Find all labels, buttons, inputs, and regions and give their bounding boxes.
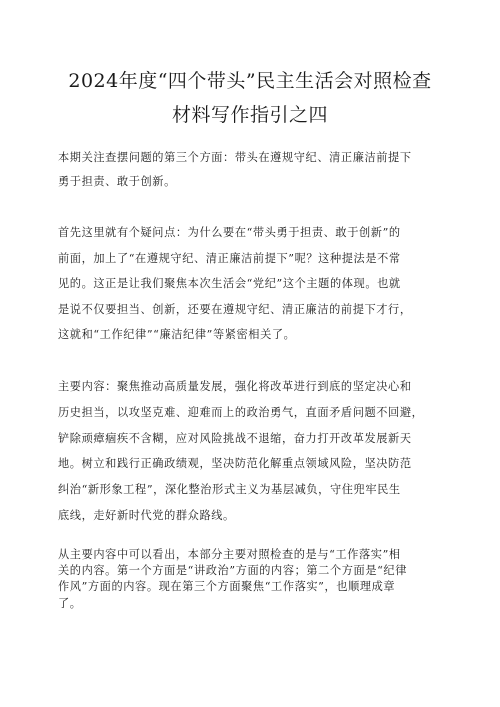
paragraph-line: 本期关注查摆问题的第三个方面：带头在遵规守纪、清正廉洁前提下 <box>58 151 412 164</box>
paragraph-main-content <box>58 374 450 529</box>
paragraph-line: 底线，走好新时代党的群众路线。 <box>58 508 235 522</box>
paragraph-question <box>58 220 450 348</box>
paragraph-line: 这就和“工作纪律”“廉洁纪律”等紧密相关了。 <box>58 328 296 341</box>
paragraph-line: 从主要内容中可以看出，本部分主要对照检查的是与“工作落实”相 <box>58 548 401 561</box>
paragraph-focus <box>58 146 450 194</box>
document-title-line-2: 材料写作指引之四 <box>171 104 328 126</box>
paragraph-line: 了。 <box>58 596 82 610</box>
document-title-line-1: 2024年度“四个带头”民主生活会对照检查 <box>68 70 432 92</box>
paragraph-line: 地。树立和践行正确政绩观，坚决防范化解重点领域风险，坚决防范 <box>58 457 412 471</box>
paragraph-line: 作风”方面的内容。现在第三个方面聚焦“工作落实”，也顺理成章 <box>58 580 396 594</box>
paragraph-summary <box>58 547 450 612</box>
paragraph-line: 关的内容。第一个方面是“讲政治”方面的内容；第二个方面是“纪律 <box>58 564 408 578</box>
paragraph-line: 主要内容：聚焦推动高质量发展，强化将改革进行到底的坚定决心和 <box>58 380 412 393</box>
paragraph-line: 铲除顽瘴痼疾不含糊，应对风险挑战不退缩，奋力打开改革发展新天 <box>58 431 412 445</box>
paragraph-line: 首先这里就有个疑问点：为什么要在“带头勇于担责、敢于创新”的 <box>58 226 401 239</box>
paragraph-line: 勇于担责、敢于创新。 <box>58 175 176 188</box>
paragraph-line: 前面，加上了“在遵规守纪、清正廉洁前提下”呢？这种提法是不常 <box>58 251 401 265</box>
paragraph-line: 是说不仅要担当、创新，还要在遵规守纪、清正廉洁的前提下才行， <box>58 302 412 316</box>
paragraph-line: 历史担当，以攻坚克难、迎难而上的政治勇气，直面矛盾问题不回避， <box>58 405 424 419</box>
paragraph-line: 见的。这正是让我们聚焦本次生活会“党纪”这个主题的体现。也就 <box>58 277 401 290</box>
paragraph-line: 纠治“新形象工程”，深化整治形式主义为基层减负，守住兜牢民生 <box>58 483 401 497</box>
